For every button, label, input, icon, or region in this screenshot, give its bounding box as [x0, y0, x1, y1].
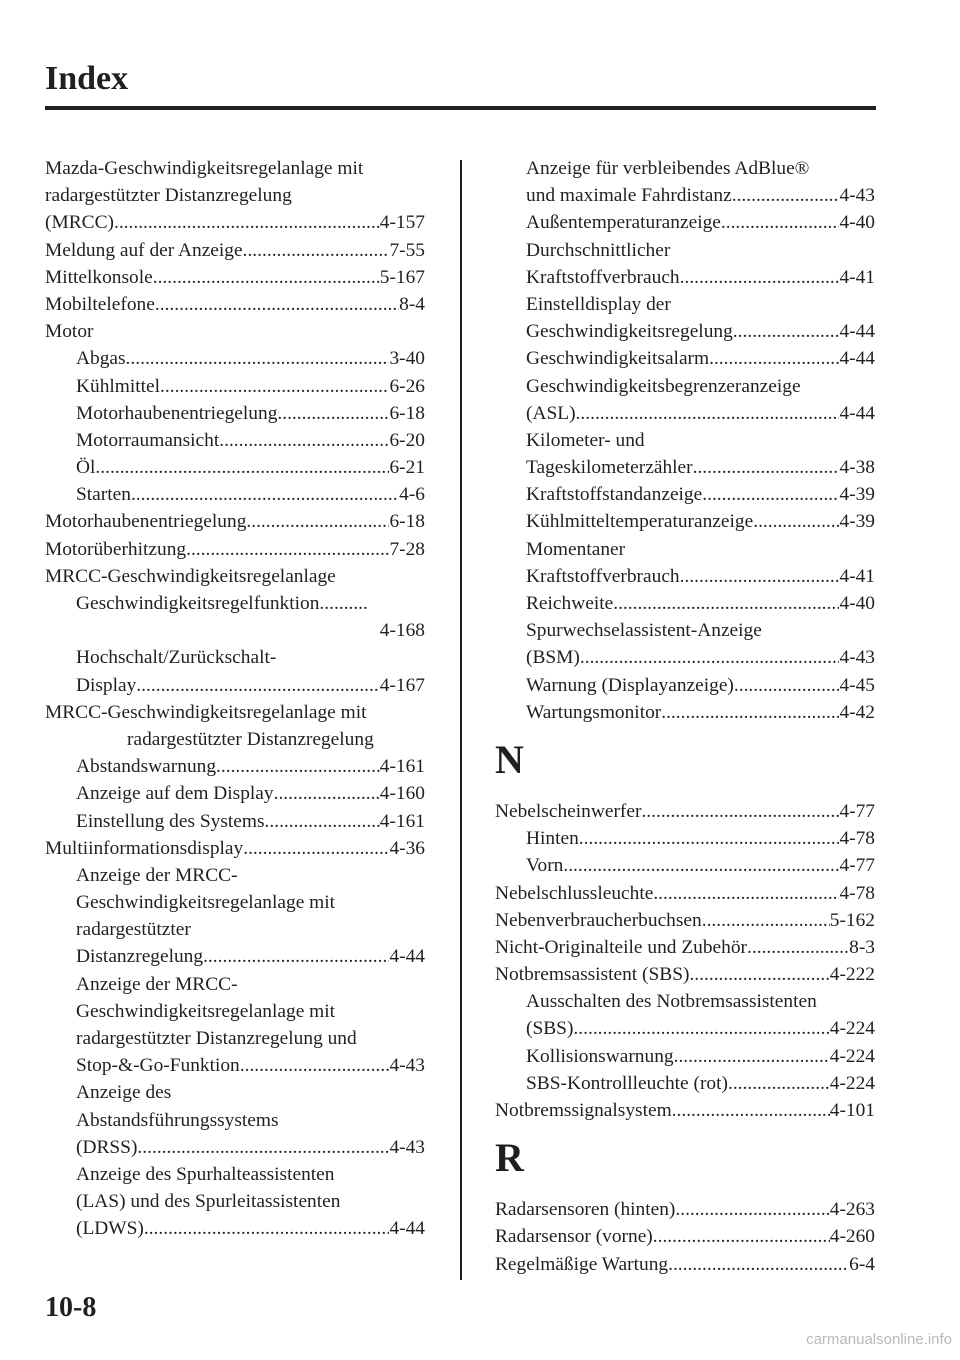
index-subentry: [495, 1015, 875, 1042]
index-subentry: radargestützter Distanzregelung: [127, 728, 374, 750]
index-entry: [495, 907, 875, 934]
dot-leader: [216, 753, 380, 780]
entry-page-ref: 4-101: [829, 1100, 875, 1121]
index-subentry: [45, 481, 425, 508]
index-subentry: radargestützter Distanzregelung und: [76, 1028, 357, 1049]
index-subentry: Geschwindigkeitsregelanlage mit: [76, 892, 335, 914]
entry-page-ref: 4-224: [829, 1018, 875, 1040]
index-entry: [45, 291, 425, 318]
entry-page-ref: 3-40: [389, 348, 425, 370]
entry-term: Nicht-Originalteile und Zubehör: [495, 936, 748, 958]
entry-term: Motorhaubenentriegelung: [76, 402, 278, 424]
index-subentry: Durchschnittlicher: [526, 239, 671, 261]
entry-page-ref: 4-222: [829, 964, 875, 986]
dot-leader: [702, 481, 839, 508]
dot-leader: [243, 237, 390, 264]
entry-term: Display: [76, 674, 137, 696]
index-subentry: Geschwindigkeitsbegrenzeranzeige: [526, 375, 801, 397]
dot-leader: [661, 699, 839, 726]
entry-page-ref: 4-41: [839, 266, 875, 288]
entry-term: Kühlmitteltemperaturanzeige: [526, 511, 754, 533]
entry-page-ref: 4-160: [379, 783, 425, 805]
entry-page-ref: 6-4: [849, 1253, 875, 1275]
dot-leader: [131, 481, 399, 508]
index-subentry: [45, 780, 425, 807]
entry-page-ref: 4-77: [839, 800, 875, 822]
entry-page-ref: 6-21: [389, 457, 425, 479]
entry-term: Meldung auf der Anzeige: [45, 239, 243, 261]
entry-page-ref: 4-78: [839, 828, 875, 850]
entry-term: Abgas: [76, 348, 126, 370]
entry-page-ref: 4-42: [839, 701, 875, 723]
index-subentry: Anzeige der MRCC-: [76, 864, 238, 886]
entry-page-ref: 4-44: [839, 321, 875, 343]
index-subentry: [495, 672, 875, 699]
index-subentry: [495, 852, 875, 879]
index-entry: [45, 209, 425, 236]
dot-leader: [579, 825, 840, 852]
index-subentry: Kilometer- und: [526, 429, 645, 451]
index-subentry: [45, 400, 425, 427]
entry-page-ref: 8-3: [849, 936, 875, 958]
index-subentry: [495, 508, 875, 535]
entry-page-ref: 4-43: [389, 1055, 425, 1077]
index-column-left: [45, 155, 425, 1243]
index-entry: [495, 1097, 875, 1124]
index-column-right: [495, 155, 875, 1278]
index-subentry: Hochschalt/Zurückschalt-: [76, 647, 277, 669]
dot-leader: [155, 291, 399, 318]
entry-term: Kühlmittel: [76, 375, 161, 397]
column-divider: [460, 160, 462, 1280]
index-subentry: [495, 644, 875, 671]
index-entry: [45, 237, 425, 264]
entry-term: Reichweite: [526, 593, 614, 614]
entry-term: (SBS): [526, 1018, 574, 1040]
entry-term: Nebenverbraucherbuchsen: [495, 909, 702, 931]
entry-term: Anzeige auf dem Display: [76, 783, 274, 805]
dot-leader: [702, 907, 830, 934]
entry-term: SBS-Kontrollleuchte (rot): [526, 1072, 728, 1094]
entry-term: Kraftstoffverbrauch: [526, 266, 680, 288]
index-subentry: [495, 1043, 875, 1070]
entry-term: Mobiltelefone: [45, 293, 155, 315]
index-subentry: [45, 427, 425, 454]
index-subentry: Anzeige für verbleibendes AdBlue®: [526, 158, 810, 179]
dot-leader: [709, 345, 839, 372]
dot-leader: [689, 961, 829, 988]
dot-leader: [613, 590, 839, 617]
index-entry: [45, 536, 425, 563]
entry-term: Regelmäßige Wartung: [495, 1253, 669, 1275]
index-subentry: Momentaner: [526, 538, 626, 560]
dot-leader: [144, 1215, 390, 1242]
index-subentry: [495, 699, 875, 726]
dot-leader: [240, 1052, 390, 1079]
entry-term: Notbremssignalsystem: [495, 1100, 672, 1121]
dot-leader: [137, 1134, 389, 1161]
index-subentry: Spurwechselassistent-Anzeige: [526, 620, 762, 642]
dot-leader: [747, 934, 849, 961]
dot-leader: [576, 400, 840, 427]
entry-term: Geschwindigkeitsregelung: [526, 321, 733, 343]
dot-leader: [672, 1097, 830, 1124]
entry-page-ref: 8-4: [399, 293, 425, 315]
entry-page-ref: 4-161: [379, 756, 425, 778]
entry-page-ref: 4-40: [839, 593, 875, 614]
dot-leader: [277, 400, 389, 427]
index-subentry: Anzeige der MRCC-: [76, 973, 238, 995]
entry-page-ref: 4-43: [389, 1136, 425, 1158]
entry-term: Kraftstoffstandanzeige: [526, 484, 703, 506]
entry-page-ref: 4-157: [379, 212, 425, 234]
dot-leader: [753, 508, 839, 535]
entry-page-ref: 4-39: [839, 511, 875, 533]
index-subentry: radargestützter: [76, 919, 191, 941]
index-entry: radargestützter Distanzregelung: [45, 185, 292, 207]
dot-leader: [580, 644, 840, 671]
entry-term: Warnung (Displayanzeige): [526, 674, 734, 696]
entry-page-ref: 4-44: [839, 402, 875, 424]
watermark: carmanualsonline.info: [806, 1331, 952, 1348]
entry-page-ref: 4-77: [839, 855, 875, 877]
dot-leader: [674, 1043, 830, 1070]
index-subentry: [45, 808, 425, 835]
section-letter: N: [495, 736, 524, 782]
entry-page-ref: 4-40: [839, 212, 875, 234]
entry-page-ref: 4-38: [839, 457, 875, 479]
index-subentry: Anzeige des Spurhalteassistenten: [76, 1163, 335, 1185]
dot-leader: [668, 1251, 849, 1278]
index-entry: Mazda-Geschwindigkeitsregelanlage mit: [45, 158, 364, 179]
entry-term: Stop-&-Go-Funktion: [76, 1055, 240, 1077]
entry-term: Starten: [76, 484, 131, 506]
entry-page-ref: 6-18: [389, 402, 425, 424]
dot-leader: [203, 943, 389, 970]
index-entry: [495, 934, 875, 961]
entry-term: Tageskilometerzähler: [526, 457, 693, 479]
dot-leader: [243, 835, 389, 862]
index-subentry: [495, 825, 875, 852]
index-subentry: Geschwindigkeitsregelfunktion..........: [76, 593, 368, 614]
entry-term: Distanzregelung: [76, 946, 204, 968]
entry-page-ref: 6-18: [389, 511, 425, 533]
page-title: Index: [45, 60, 129, 97]
index-subentry: Ausschalten des Notbremsassistenten: [526, 991, 817, 1013]
index-subentry: [45, 454, 425, 481]
index-entry: Motor: [45, 321, 94, 343]
entry-term: Kollisionswarnung: [526, 1045, 674, 1067]
index-subentry: [45, 1215, 425, 1242]
entry-term: (BSM): [526, 647, 580, 669]
page-number: 10-8: [45, 1292, 97, 1323]
entry-page-ref: 6-26: [389, 375, 425, 397]
index-entry: [45, 508, 425, 535]
entry-page-ref: 4-39: [839, 484, 875, 506]
header-rule: [45, 106, 876, 110]
entry-term: Abstandswarnung: [76, 756, 217, 778]
index-subentry: [45, 753, 425, 780]
entry-term: Motorraumansicht: [76, 429, 220, 451]
dot-leader: [693, 454, 840, 481]
entry-term: Multiinformationsdisplay: [45, 837, 244, 859]
dot-leader: [734, 672, 840, 699]
dot-leader: [721, 209, 840, 236]
entry-term: (ASL): [526, 402, 576, 424]
entry-term: Nebelschlussleuchte: [495, 882, 654, 904]
dot-leader: [160, 373, 389, 400]
index-entry: [495, 1223, 875, 1250]
entry-term: Radarsensoren (hinten): [495, 1199, 676, 1221]
index-subentry: [45, 373, 425, 400]
index-subentry: [45, 1134, 425, 1161]
entry-page-ref: 4-167: [379, 674, 425, 696]
index-entry: 4-168: [379, 620, 425, 642]
index-subentry: [495, 318, 875, 345]
entry-page-ref: 4-6: [399, 484, 425, 506]
dot-leader: [265, 808, 380, 835]
entry-term: Wartungsmonitor: [526, 701, 662, 723]
index-entry: [45, 835, 425, 862]
dot-leader: [680, 563, 840, 590]
entry-page-ref: 4-36: [389, 837, 425, 859]
entry-term: Außentemperaturanzeige: [526, 212, 721, 234]
index-entry: MRCC-Geschwindigkeitsregelanlage: [45, 565, 336, 587]
dot-leader: [126, 345, 390, 372]
index-subentry: [45, 1052, 425, 1079]
entry-page-ref: 4-224: [829, 1072, 875, 1094]
dot-leader: [641, 798, 839, 825]
entry-page-ref: 6-20: [389, 429, 425, 451]
entry-page-ref: 4-43: [839, 185, 875, 207]
entry-page-ref: 4-161: [379, 810, 425, 832]
dot-leader: [653, 1223, 830, 1250]
entry-page-ref: 4-41: [839, 565, 875, 587]
entry-page-ref: 4-44: [839, 348, 875, 370]
index-subentry: [45, 345, 425, 372]
index-subentry: [495, 1070, 875, 1097]
entry-term: Einstellung des Systems: [76, 810, 265, 832]
dot-leader: [675, 1196, 829, 1223]
dot-leader: [219, 427, 389, 454]
index-subentry: [45, 943, 425, 970]
index-entry: [495, 798, 875, 825]
entry-term: und maximale Fahrdistanz: [526, 185, 732, 207]
dot-leader: [95, 454, 389, 481]
entry-page-ref: 4-45: [839, 674, 875, 696]
entry-page-ref: 4-44: [389, 946, 425, 968]
index-subentry: [495, 454, 875, 481]
entry-term: Geschwindigkeitsalarm: [526, 348, 710, 370]
entry-page-ref: 5-162: [829, 909, 875, 931]
dot-leader: [186, 536, 389, 563]
entry-term: Vorn: [526, 855, 564, 877]
dot-leader: [732, 182, 840, 209]
entry-term: (MRCC): [45, 212, 114, 234]
entry-term: Mittelkonsole: [45, 266, 153, 288]
entry-term: Hinten: [526, 828, 579, 850]
entry-term: Öl: [76, 457, 96, 479]
entry-term: Motorüberhitzung: [45, 538, 187, 560]
entry-term: Notbremsassistent (SBS): [495, 964, 690, 986]
index-subentry: Einstelldisplay der: [526, 293, 671, 315]
index-subentry: Abstandsführungssystems: [76, 1109, 279, 1131]
entry-page-ref: 4-78: [839, 882, 875, 904]
index-subentry: [495, 209, 875, 236]
entry-term: Nebelscheinwerfer: [495, 800, 642, 822]
index-entry: MRCC-Geschwindigkeitsregelanlage mit: [45, 701, 367, 723]
index-subentry: [495, 481, 875, 508]
entry-page-ref: 5-167: [379, 266, 425, 288]
entry-page-ref: 4-44: [389, 1218, 425, 1240]
entry-term: (DRSS): [76, 1136, 138, 1158]
entry-page-ref: 7-28: [389, 538, 425, 560]
index-subentry: Anzeige des: [76, 1082, 172, 1104]
index-subentry: [495, 590, 875, 617]
index-entry: [495, 880, 875, 907]
entry-term: Radarsensor (vorne): [495, 1226, 653, 1248]
dot-leader: [563, 852, 839, 879]
dot-leader: [733, 318, 840, 345]
dot-leader: [114, 209, 380, 236]
entry-page-ref: 4-224: [829, 1045, 875, 1067]
entry-page-ref: 7-55: [389, 239, 425, 261]
index-entry: [45, 264, 425, 291]
dot-leader: [728, 1070, 830, 1097]
index-subentry: [495, 345, 875, 372]
dot-leader: [274, 780, 380, 807]
dot-leader: [573, 1015, 829, 1042]
index-subentry: (LAS) und des Spurleitassistenten: [76, 1191, 341, 1213]
entry-term: (LDWS): [76, 1218, 144, 1240]
entry-term: Motorhaubenentriegelung: [45, 511, 247, 533]
dot-leader: [653, 880, 839, 907]
index-entry: [495, 1251, 875, 1278]
index-entry: [495, 1196, 875, 1223]
index-subentry: [495, 264, 875, 291]
entry-page-ref: 4-260: [829, 1226, 875, 1248]
entry-page-ref: 4-263: [829, 1199, 875, 1221]
index-subentry: [495, 563, 875, 590]
dot-leader: [680, 264, 840, 291]
index-subentry: Geschwindigkeitsregelanlage mit: [76, 1000, 335, 1022]
index-subentry: [495, 182, 875, 209]
entry-term: Kraftstoffverbrauch: [526, 565, 680, 587]
section-letter: R: [495, 1135, 524, 1181]
index-entry: [495, 961, 875, 988]
dot-leader: [136, 672, 379, 699]
index-subentry: [495, 400, 875, 427]
dot-leader: [246, 508, 389, 535]
dot-leader: [153, 264, 380, 291]
index-subentry: [45, 672, 425, 699]
entry-page-ref: 4-43: [839, 647, 875, 669]
